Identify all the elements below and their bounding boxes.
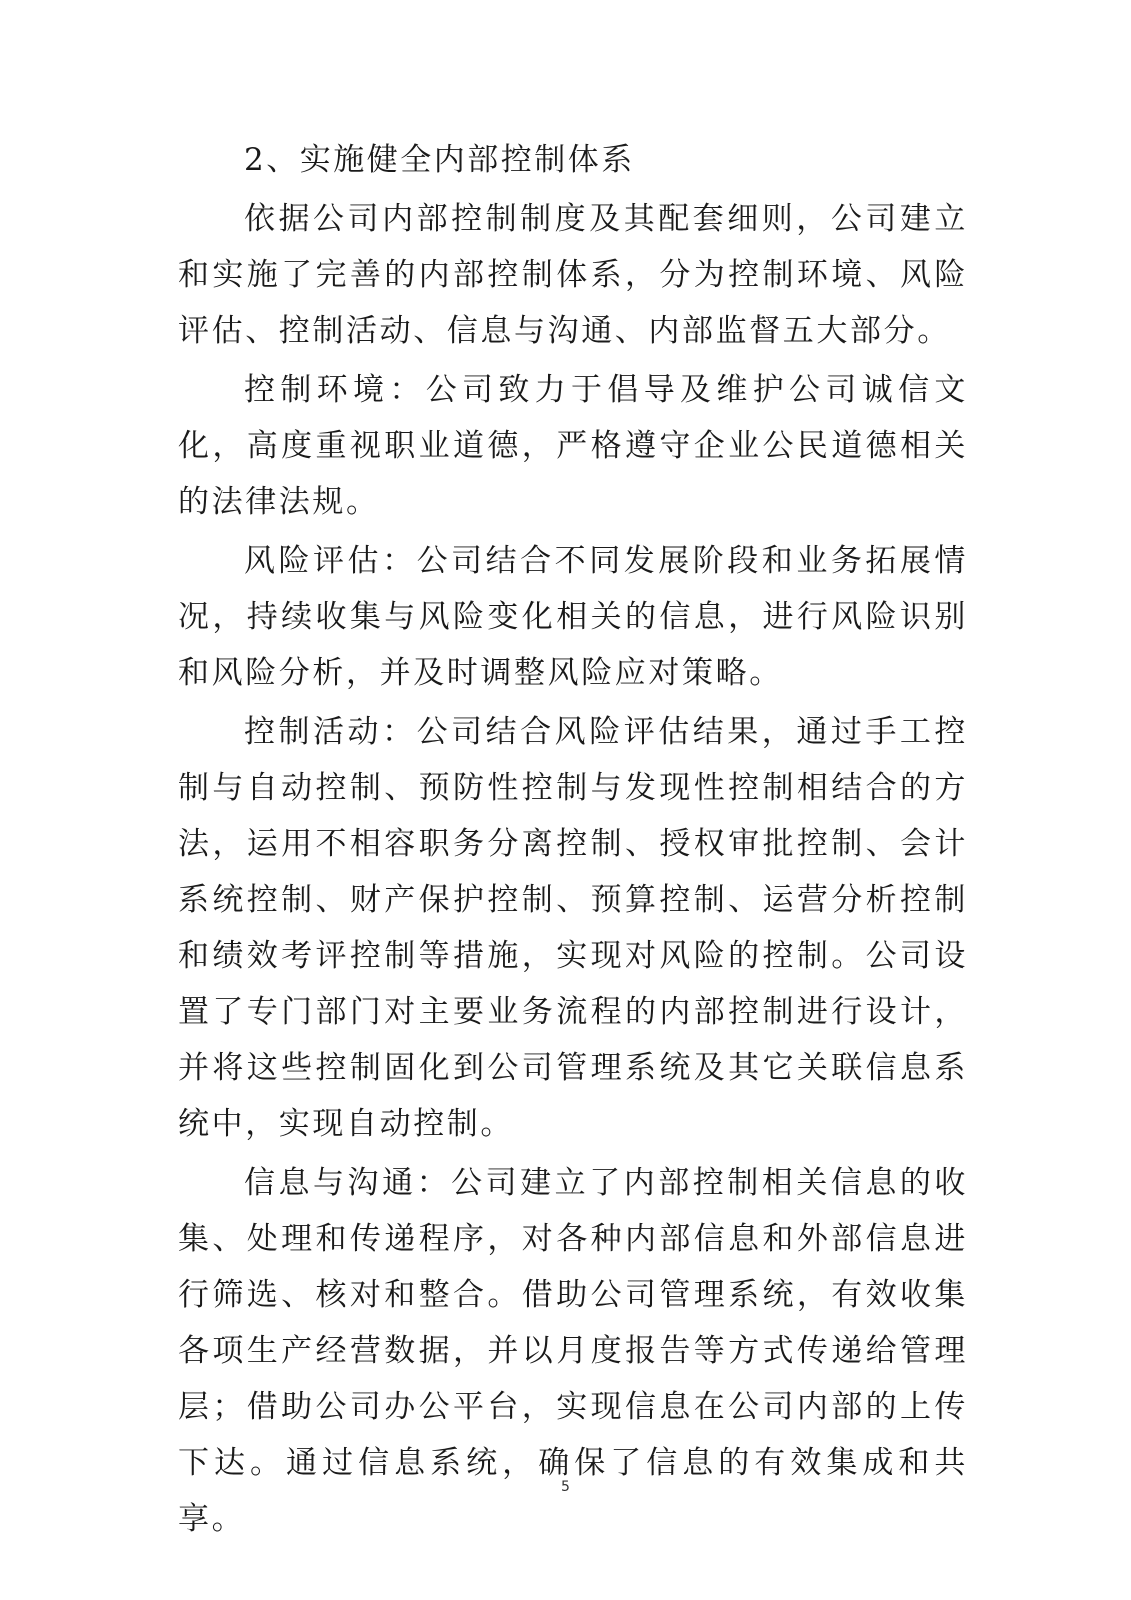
paragraph-control-activities [178, 704, 968, 1152]
paragraph-lead: 信息与沟通： [244, 1165, 452, 1201]
paragraph-risk-assessment [178, 533, 968, 701]
paragraph-text: 依据公司内部控制制度及其配套细则，公司建立和实施了完善的内部控制体系，分为控制环境、风险评估、控制活动、信息与沟通、内部监督五大部分。 [178, 201, 968, 349]
paragraph-control-environment [178, 362, 968, 530]
paragraph-text: 公司结合不同发展阶段和业务拓展情况，持续收集与风险变化相关的信息，进行风险识别和风险分析，并及时调整风险应对策略。 [178, 543, 969, 691]
section-heading: 2、实施健全内部控制体系 [244, 142, 635, 178]
paragraph-text: 公司建立了内部控制相关信息的收集、处理和传递程序，对各种内部信息和外部信息进行筛选、核对和整合。借助公司管理系统，有效收集各项生产经营数据，并以月度报告等方式传递给管理层；借助公司办公平台，实现信息在公司内部的上传下达。通过信息系统，确保了信息的有效集成和共享。 [178, 1165, 968, 1537]
page-number: 5 [561, 1479, 570, 1495]
paragraph-intro [178, 191, 968, 359]
paragraph-lead: 风险评估： [244, 543, 417, 579]
paragraph-text: 公司结合风险评估结果，通过手工控制与自动控制、预防性控制与发现性控制相结合的方法，运用不相容职务分离控制、授权审批控制、会计系统控制、财产保护控制、预算控制、运营分析控制和绩效考评控制等措施，实现对风险的控制。公司设置了专门部门对主要业务流程的内部控制进行设计，并将这些控制固化到公司管理系统及其它关联信息系统中，实现自动控制。 [178, 714, 969, 1142]
paragraph-text: 公司致力于倡导及维护公司诚信文化，高度重视职业道德，严格遵守企业公民道德相关的法律法规。 [178, 372, 969, 520]
paragraph-lead: 控制环境： [244, 372, 426, 408]
document-body [178, 132, 968, 1550]
paragraph-lead: 控制活动： [244, 714, 417, 750]
